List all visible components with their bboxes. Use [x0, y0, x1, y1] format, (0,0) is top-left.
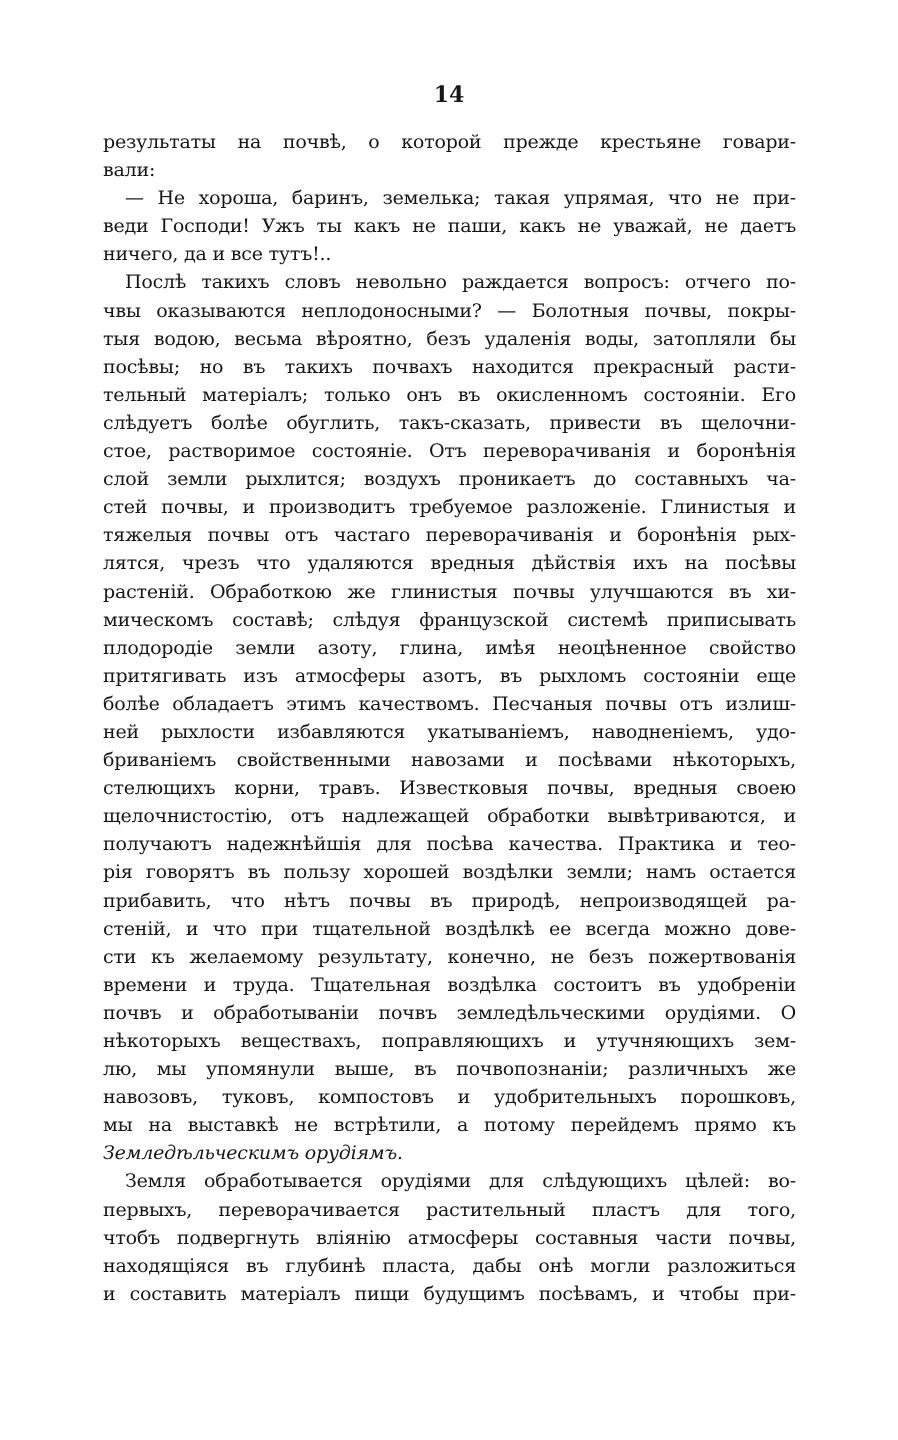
text-line: тельный матеріалъ; только онъ въ окисленномъ состояніи. Его	[103, 383, 796, 406]
text-line: посѣвы; но въ такихъ почвахъ находится прекрасный расти-	[103, 355, 796, 378]
text-line: прибавить, что нѣтъ почвы въ природѣ, непроизводящей ра-	[103, 889, 796, 912]
text-line: стое, растворимое состояніе. Отъ переворачиванія и боронѣнія	[103, 440, 796, 463]
text-line: Послѣ такихъ словъ невольно раждается вопросъ: отчего по-	[125, 271, 796, 294]
page-number: 14	[433, 82, 465, 108]
text-line: чвы оказываются неплодоносными? — Болотныя почвы, покры-	[103, 299, 796, 322]
text-line: ней рыхлости избавляются укатываніемъ, наводненіемъ, удо-	[103, 720, 796, 743]
text-line: рія говорятъ въ пользу хорошей воздѣлки земли; намъ остается	[103, 861, 796, 884]
text-line: находящіяся въ глубинѣ пласта, дабы онѣ могли разложиться	[103, 1254, 796, 1277]
text-line: плодородіе земли азоту, глина, имѣя неоцѣненное свойство	[103, 636, 796, 659]
text-line: тыя водою, весьма вѣроятно, безъ удаленія воды, затопляли бы	[103, 327, 796, 350]
text-line: вали:	[103, 159, 156, 182]
text-line: веди Господи! Ужъ ты какъ не паши, какъ не уважай, не даетъ	[103, 215, 796, 238]
text-line: стеній, и что при тщательной воздѣлкѣ ее всегда можно дове-	[103, 917, 796, 940]
text-line: мы на выставкѣ не встрѣтили, а потому перейдемъ прямо къ	[103, 1114, 796, 1137]
text-line: навозовъ, туковъ, компостовъ и удобрительныхъ порошковъ,	[103, 1086, 796, 1109]
text-line: лятся, чрезъ что удаляются вредныя дѣйствія ихъ на посѣвы	[103, 552, 796, 575]
text-line: времени и труда. Тщательная воздѣлка состоитъ въ удобреніи	[103, 973, 796, 996]
text-line: — Не хороша, баринъ, земелька; такая упрямая, что не при-	[125, 187, 796, 210]
text-line: первыхъ, переворачивается растительный пластъ для того,	[103, 1198, 796, 1221]
text-line: бриваніемъ свойственными навозами и посѣвами нѣкоторыхъ,	[103, 749, 796, 772]
text-line: Земля обработывается орудіями для слѣдующихъ цѣлей: во-	[125, 1170, 796, 1193]
text-line: мическомъ составѣ; слѣдуя французской системѣ приписывать	[103, 608, 796, 631]
text-line: притягивать изъ атмосферы азотъ, въ рыхломъ состояніи еще	[103, 664, 796, 687]
text-line: щелочнистостію, отъ надлежащей обработки вывѣтриваются, и	[103, 805, 796, 828]
text-line: слѣдуетъ болѣе обуглить, такъ-сказать, привести въ щелочни-	[103, 411, 796, 434]
text-line: лю, мы упомянули выше, въ почвопознаніи; различныхъ же	[103, 1058, 796, 1081]
text-line: слой земли рыхлится; воздухъ проникаетъ до составныхъ ча-	[103, 468, 796, 491]
text-line: почвъ и обработываніи почвъ земледѣльческими орудіями. О	[103, 1001, 796, 1024]
text-line: тяжелыя почвы отъ частаго переворачиванія и боронѣнія рых-	[103, 524, 796, 547]
text-line: растеній. Обработкою же глинистыя почвы улучшаются въ хи-	[103, 580, 796, 603]
text-line: Земледѣльческимъ орудіямъ.	[103, 1142, 403, 1165]
text-line: и составить матеріалъ пищи будущимъ посѣвамъ, и чтобы при-	[103, 1282, 796, 1305]
text-line: чтобъ подвергнуть вліянію атмосферы составныя части почвы,	[103, 1226, 796, 1249]
text-line: стелющихъ корни, травъ. Известковыя почвы, вредныя своею	[103, 777, 796, 800]
text-line: болѣе обладаетъ этимъ качествомъ. Песчаныя почвы отъ излиш-	[103, 692, 796, 715]
text-line: получаютъ надежнѣйшія для посѣва качества. Практика и тео-	[103, 833, 796, 856]
text-line: нѣкоторыхъ веществахъ, поправляющихъ и утучняющихъ зем-	[103, 1030, 796, 1052]
text-line: результаты на почвѣ, о которой прежде крестьяне говари-	[103, 131, 796, 153]
text-line: сти къ желаемому результату, конечно, не безъ пожертвованія	[103, 945, 796, 968]
text-line: стей почвы, и производитъ требуемое разложеніе. Глинистыя и	[103, 496, 796, 519]
text-line: ничего, да и все тутъ!..	[103, 243, 332, 266]
body-text	[103, 128, 796, 1308]
